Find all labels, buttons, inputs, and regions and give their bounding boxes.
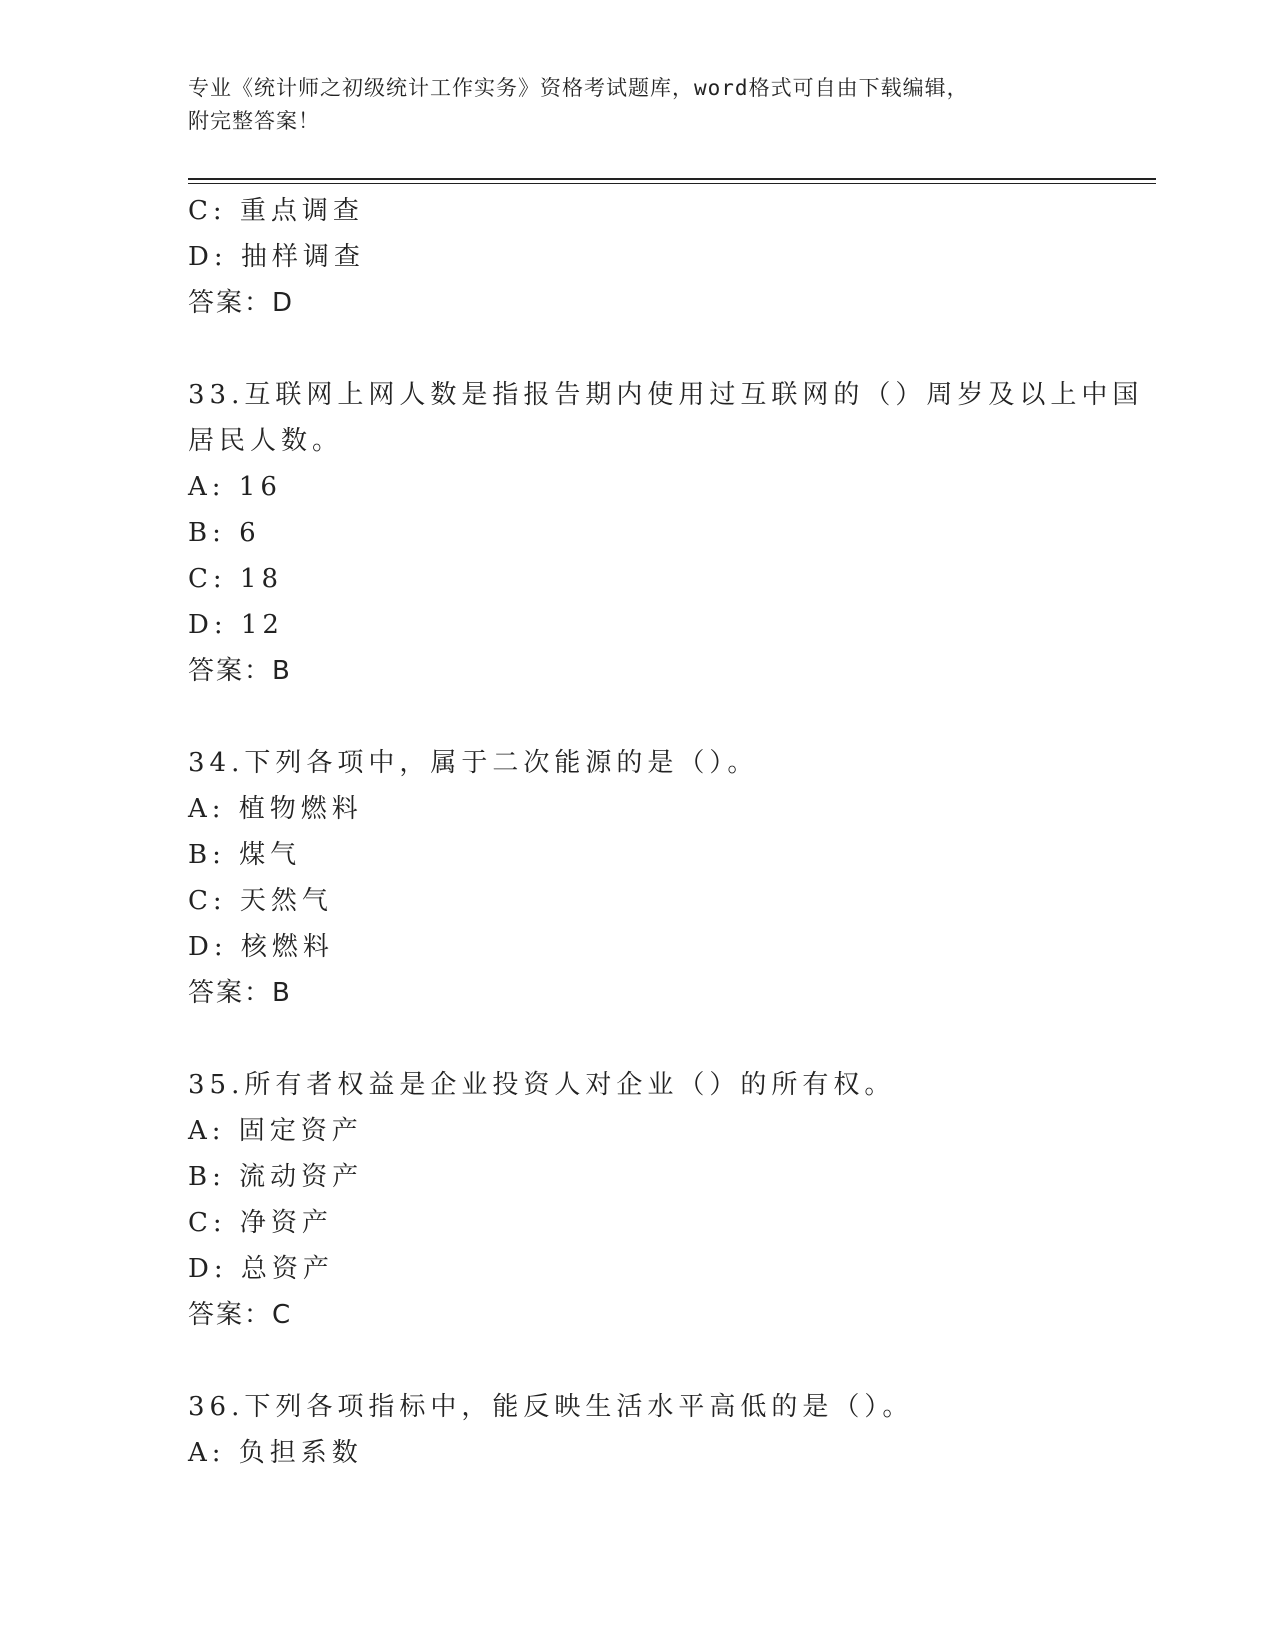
option-item: A: 负担系数	[188, 1438, 363, 1468]
question-33	[188, 372, 1144, 694]
header-divider-thick	[188, 178, 1156, 180]
document-header	[188, 72, 1068, 138]
question-stem: 35.所有者权益是企业投资人对企业（）的所有权。	[188, 1070, 896, 1100]
question-32-continuation	[188, 188, 1108, 326]
question-36	[188, 1384, 1108, 1476]
option-item: B: 流动资产	[188, 1162, 364, 1192]
question-stem: 居民人数。	[188, 426, 344, 456]
question-content	[188, 188, 1144, 1476]
option-item: D: 12	[188, 610, 284, 640]
question-stem: 36.下列各项指标中，能反映生活水平高低的是（）。	[188, 1392, 914, 1422]
header-line-2: 附完整答案！	[188, 109, 320, 133]
header-line-1: 专业《统计师之初级统计工作实务》资格考试题库，word格式可自由下载编辑，	[188, 76, 969, 100]
option-item: C: 净资产	[188, 1208, 333, 1238]
question-35	[188, 1062, 1108, 1338]
option-item: D: 核燃料	[188, 932, 334, 962]
option-item: C: 天然气	[188, 886, 333, 916]
option-item: D: 总资产	[188, 1254, 334, 1284]
question-34	[188, 740, 1108, 1016]
question-stem: 34.下列各项中，属于二次能源的是（）。	[188, 748, 759, 778]
option-item: C: 18	[188, 564, 284, 594]
option-item: B: 煤气	[188, 840, 302, 870]
option-item: A: 植物燃料	[188, 794, 363, 824]
answer-line: 答案：C	[188, 1300, 293, 1330]
answer-line: 答案：D	[188, 288, 295, 318]
option-item: C: 重点调查	[188, 196, 364, 226]
header-divider-thin	[188, 183, 1156, 184]
option-item: B: 6	[188, 518, 261, 548]
answer-line: 答案：B	[188, 656, 292, 686]
option-item: A: 16	[188, 472, 282, 502]
option-item: D: 抽样调查	[188, 242, 365, 272]
question-stem: 33.互联网上网人数是指报告期内使用过互联网的（）周岁及以上中国	[188, 380, 1144, 410]
answer-line: 答案：B	[188, 978, 292, 1008]
option-item: A: 固定资产	[188, 1116, 363, 1146]
